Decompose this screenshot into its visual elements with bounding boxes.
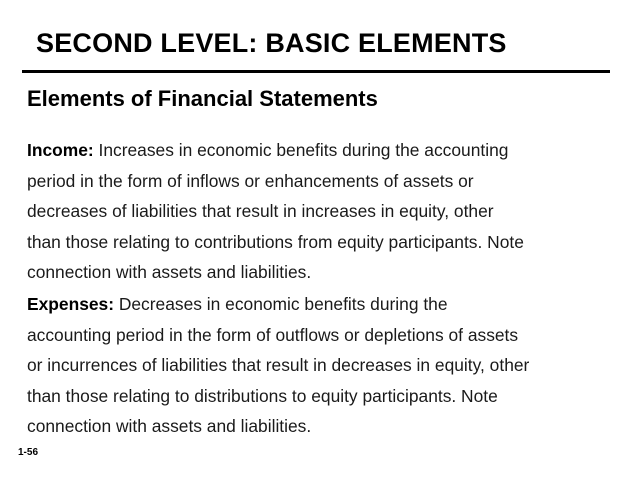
expenses-text-5: connection with assets and liabilities.	[27, 416, 312, 436]
income-text-3: decreases of liabilities that result in increases in equity, other	[27, 201, 494, 221]
expenses-text-2: accounting period in the form of outflows or depletions of assets	[27, 324, 519, 345]
income-text-4: than those relating to contributions from equity participants. Note	[27, 231, 524, 252]
income-text-2: period in the form of inflows or enhancements of assets or	[27, 170, 474, 191]
expenses-line-1	[27, 289, 602, 320]
income-definition	[27, 135, 602, 288]
page-title: SECOND LEVEL: BASIC ELEMENTS	[36, 28, 507, 58]
slide-number: 1-56	[18, 447, 39, 458]
income-text-1: Increases in economic benefits during the accounting	[93, 140, 509, 160]
expenses-text-3: or incurrences of liabilities that result in decreases in equity, other	[27, 355, 530, 375]
expenses-definition	[27, 289, 602, 442]
income-line-1	[27, 135, 602, 166]
expenses-text-1: Decreases in economic benefits during the	[114, 294, 448, 314]
expenses-text-4: than those relating to distributions to equity participants. Note	[27, 385, 498, 406]
section-subtitle: Elements of Financial Statements	[27, 86, 378, 111]
income-term: Income:	[27, 140, 94, 160]
expenses-term: Expenses:	[27, 294, 114, 314]
income-text-5: connection with assets and liabilities.	[27, 262, 312, 282]
title-divider	[22, 70, 610, 73]
